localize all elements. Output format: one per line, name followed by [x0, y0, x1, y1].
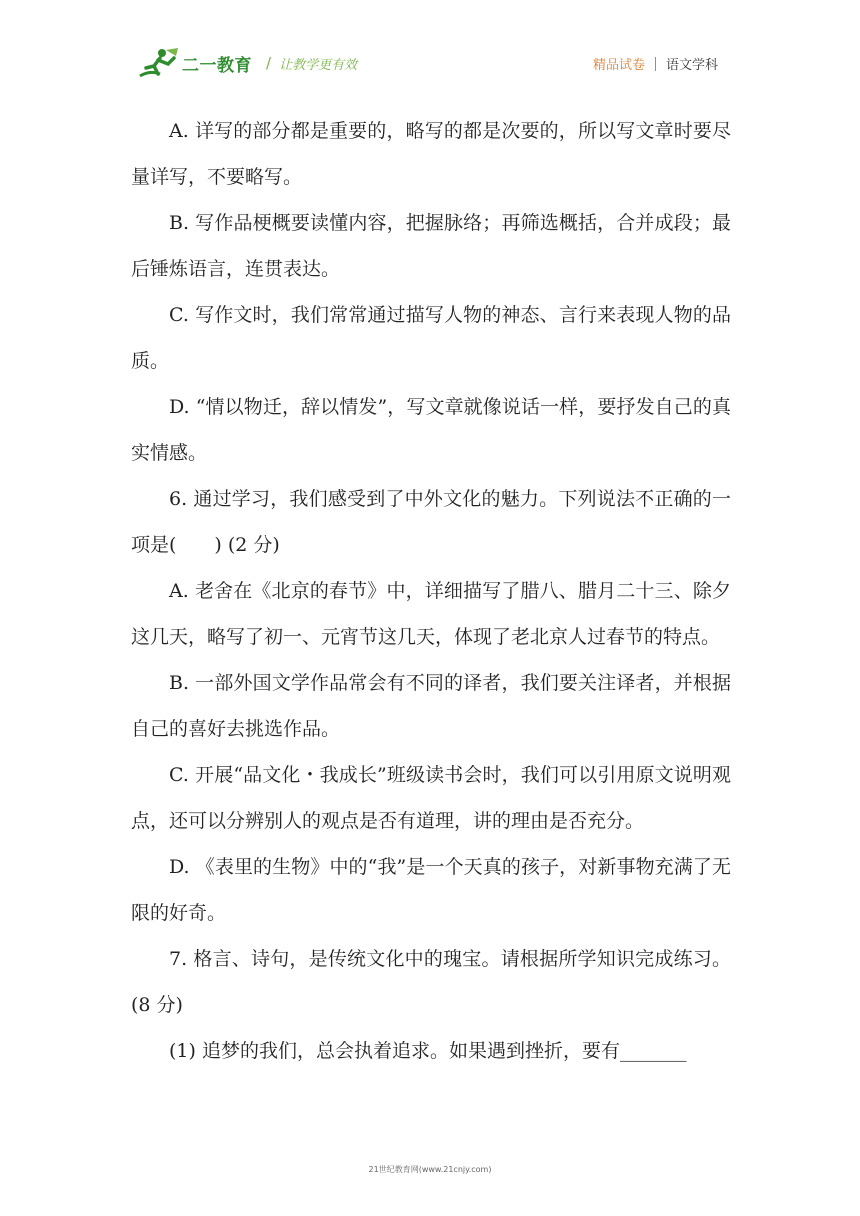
- tag-subject: 语文学科: [665, 58, 718, 73]
- option-5a: A. 详写的部分都是重要的，略写的都是次要的，所以写文章时要尽量详写，不要略写。: [131, 120, 731, 188]
- header-slash: /: [266, 54, 272, 72]
- question-7-part-1: (1) 追梦的我们，总会执着追求。如果遇到挫折，要有_______: [169, 1040, 687, 1062]
- option-6d: D. 《表里的生物》中的“我”是一个天真的孩子，对新事物充满了无限的好奇。: [131, 856, 731, 924]
- logo: [136, 46, 357, 80]
- question-7: 7. 格言、诗句，是传统文化中的瑰宝。请根据所学知识完成练习。(8 分): [131, 948, 731, 1016]
- logo-text: 二一教育: [182, 55, 252, 76]
- page-header: [0, 0, 860, 90]
- option-6c: C. 开展“品文化・我成长”班级读书会时，我们可以引用原文说明观点，还可以分辨别人的观点是否有道理，讲的理由是否充分。: [131, 764, 731, 832]
- option-6b: B. 一部外国文学作品常会有不同的译者，我们要关注译者，并根据自己的喜好去挑选作品。: [131, 672, 731, 740]
- option-5c: C. 写作文时，我们常常通过描写人物的神态、言行来表现人物的品质。: [131, 304, 731, 372]
- page-footer: 21世纪教育网(www.21cnjy.com): [368, 1165, 492, 1174]
- question-6: 6. 通过学习，我们感受到了中外文化的魅力。下列说法不正确的一项是( ) (2 分): [131, 488, 731, 556]
- tag-quality-paper: 精品试卷: [592, 58, 645, 73]
- option-6a: A. 老舍在《北京的春节》中，详细描写了腊八、腊月二十三、除夕这几天，略写了初一、元宵节这几天，体现了老北京人过春节的特点。: [131, 580, 731, 648]
- runner-logo-icon: [136, 46, 180, 80]
- option-5d: D. “情以物迁，辞以情发”，写文章就像说话一样，要抒发自己的真实情感。: [131, 396, 731, 464]
- document-body: [131, 108, 731, 1074]
- subject-tags: [593, 54, 718, 73]
- slogan: 让教学更有效: [279, 57, 358, 73]
- tag-divider: [655, 57, 656, 71]
- option-5b: B. 写作品梗概要读懂内容，把握脉络；再筛选概括，合并成段；最后锤炼语言，连贯表达。: [131, 212, 731, 280]
